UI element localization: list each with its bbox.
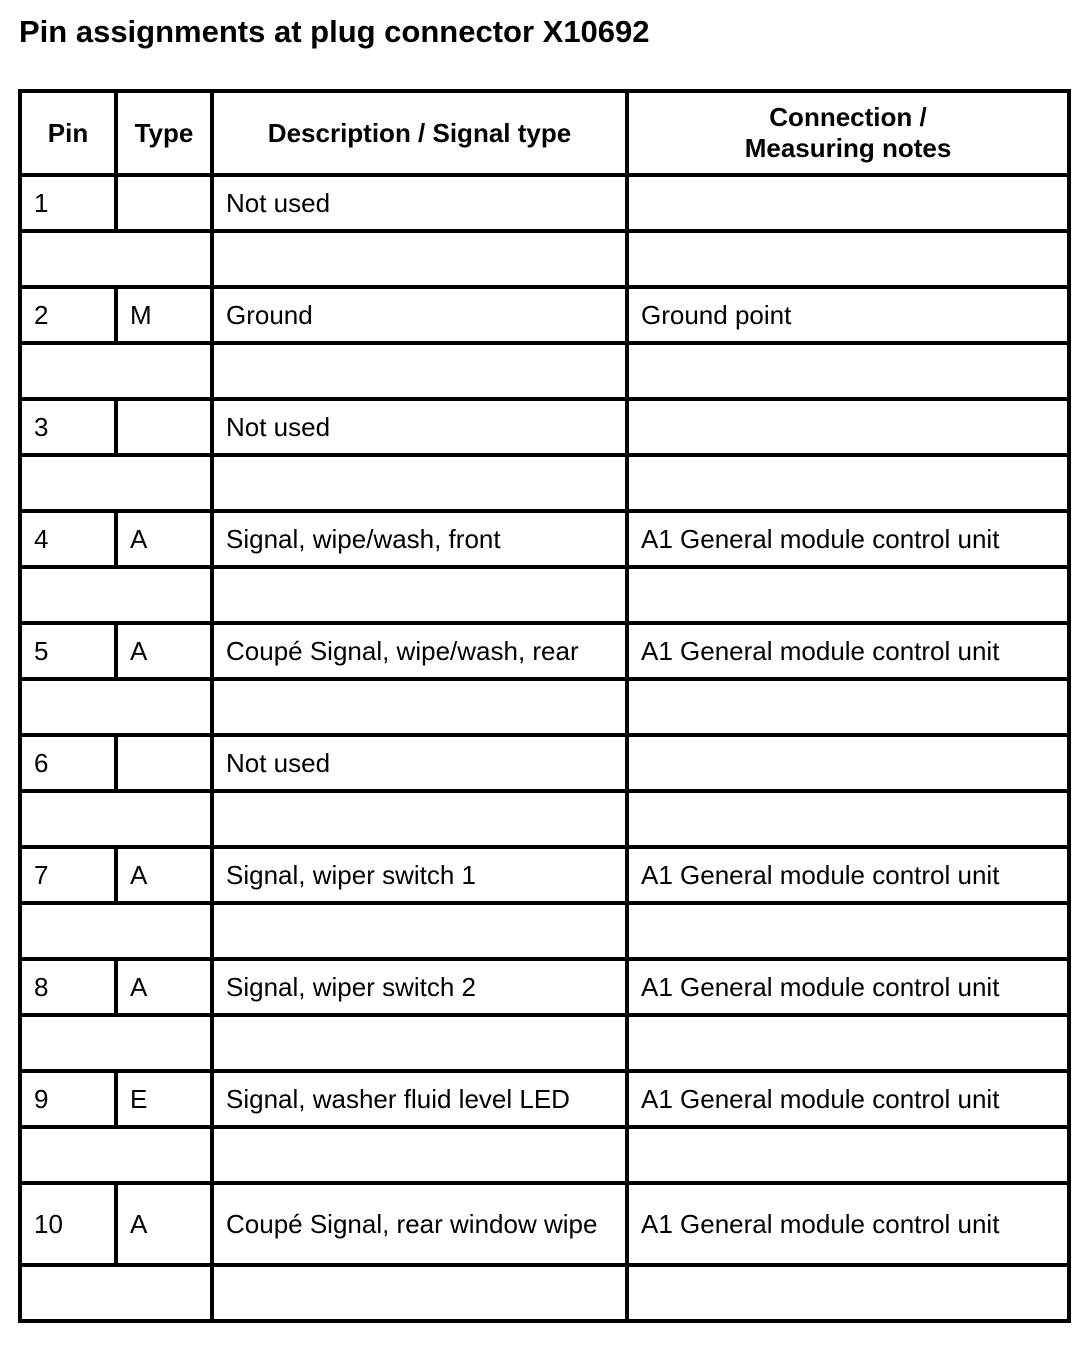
spacer-row bbox=[20, 455, 1069, 511]
spacer-row bbox=[20, 791, 1069, 847]
spacer-cell bbox=[627, 791, 1069, 847]
table-row bbox=[20, 287, 1069, 343]
cell-type: A bbox=[116, 623, 212, 679]
cell-connection bbox=[627, 399, 1069, 455]
cell-type: A bbox=[116, 511, 212, 567]
spacer-cell bbox=[627, 343, 1069, 399]
spacer-cell bbox=[20, 903, 212, 959]
header-pin: Pin bbox=[20, 91, 116, 175]
spacer-cell bbox=[20, 1265, 212, 1321]
cell-connection: A1 General module control unit bbox=[627, 1071, 1069, 1127]
spacer-row bbox=[20, 679, 1069, 735]
cell-pin: 7 bbox=[20, 847, 116, 903]
spacer-cell bbox=[20, 231, 212, 287]
spacer-cell bbox=[20, 679, 212, 735]
cell-connection: A1 General module control unit bbox=[627, 959, 1069, 1015]
cell-type bbox=[116, 735, 212, 791]
header-type: Type bbox=[116, 91, 212, 175]
spacer-row bbox=[20, 231, 1069, 287]
cell-connection: A1 General module control unit bbox=[627, 1183, 1069, 1265]
spacer-cell bbox=[212, 1265, 627, 1321]
table-row bbox=[20, 623, 1069, 679]
spacer-cell bbox=[212, 791, 627, 847]
cell-pin: 1 bbox=[20, 175, 116, 231]
cell-connection: A1 General module control unit bbox=[627, 511, 1069, 567]
spacer-cell bbox=[212, 1015, 627, 1071]
cell-description: Signal, wiper switch 2 bbox=[212, 959, 627, 1015]
cell-pin: 2 bbox=[20, 287, 116, 343]
cell-description: Signal, wiper switch 1 bbox=[212, 847, 627, 903]
table-row bbox=[20, 511, 1069, 567]
cell-description: Signal, washer fluid level LED bbox=[212, 1071, 627, 1127]
spacer-cell bbox=[212, 455, 627, 511]
table-row bbox=[20, 959, 1069, 1015]
table-row bbox=[20, 1183, 1069, 1265]
cell-type: A bbox=[116, 1183, 212, 1265]
cell-pin: 3 bbox=[20, 399, 116, 455]
spacer-cell bbox=[20, 1127, 212, 1183]
table-row bbox=[20, 735, 1069, 791]
spacer-cell bbox=[212, 567, 627, 623]
spacer-row bbox=[20, 567, 1069, 623]
cell-pin: 8 bbox=[20, 959, 116, 1015]
cell-type bbox=[116, 175, 212, 231]
spacer-cell bbox=[627, 679, 1069, 735]
cell-pin: 4 bbox=[20, 511, 116, 567]
cell-pin: 5 bbox=[20, 623, 116, 679]
cell-connection: A1 General module control unit bbox=[627, 623, 1069, 679]
cell-connection: Ground point bbox=[627, 287, 1069, 343]
spacer-cell bbox=[212, 231, 627, 287]
cell-type: M bbox=[116, 287, 212, 343]
cell-connection: A1 General module control unit bbox=[627, 847, 1069, 903]
spacer-cell bbox=[212, 343, 627, 399]
cell-description: Ground bbox=[212, 287, 627, 343]
spacer-cell bbox=[212, 679, 627, 735]
cell-pin: 9 bbox=[20, 1071, 116, 1127]
spacer-cell bbox=[20, 343, 212, 399]
spacer-cell bbox=[627, 903, 1069, 959]
table-row bbox=[20, 1071, 1069, 1127]
spacer-row bbox=[20, 1265, 1069, 1321]
cell-description: Signal, wipe/wash, front bbox=[212, 511, 627, 567]
cell-type: A bbox=[116, 847, 212, 903]
page-title: Pin assignments at plug connector X10692 bbox=[19, 14, 650, 49]
table-row bbox=[20, 175, 1069, 231]
spacer-cell bbox=[20, 455, 212, 511]
spacer-row bbox=[20, 1127, 1069, 1183]
table-header-row bbox=[20, 91, 1069, 175]
spacer-cell bbox=[627, 1015, 1069, 1071]
cell-description: Coupé Signal, wipe/wash, rear bbox=[212, 623, 627, 679]
pin-assignment-table bbox=[18, 89, 1071, 1323]
cell-type: E bbox=[116, 1071, 212, 1127]
cell-pin: 6 bbox=[20, 735, 116, 791]
spacer-cell bbox=[627, 1127, 1069, 1183]
cell-connection bbox=[627, 175, 1069, 231]
spacer-cell bbox=[212, 903, 627, 959]
spacer-cell bbox=[627, 567, 1069, 623]
cell-connection bbox=[627, 735, 1069, 791]
header-connection-line2: Measuring notes bbox=[744, 133, 952, 163]
table-row bbox=[20, 847, 1069, 903]
spacer-row bbox=[20, 343, 1069, 399]
spacer-row bbox=[20, 903, 1069, 959]
cell-type: A bbox=[116, 959, 212, 1015]
spacer-cell bbox=[20, 1015, 212, 1071]
spacer-cell bbox=[20, 791, 212, 847]
table-row bbox=[20, 399, 1069, 455]
cell-description: Not used bbox=[212, 399, 627, 455]
spacer-cell bbox=[212, 1127, 627, 1183]
spacer-cell bbox=[627, 455, 1069, 511]
header-connection-line1: Connection / bbox=[769, 102, 927, 132]
header-description: Description / Signal type bbox=[212, 91, 627, 175]
cell-type bbox=[116, 399, 212, 455]
header-connection bbox=[627, 91, 1069, 175]
spacer-row bbox=[20, 1015, 1069, 1071]
cell-description: Not used bbox=[212, 175, 627, 231]
cell-pin: 10 bbox=[20, 1183, 116, 1265]
spacer-cell bbox=[627, 1265, 1069, 1321]
spacer-cell bbox=[20, 567, 212, 623]
cell-description: Not used bbox=[212, 735, 627, 791]
spacer-cell bbox=[627, 231, 1069, 287]
cell-description: Coupé Signal, rear window wipe bbox=[212, 1183, 627, 1265]
